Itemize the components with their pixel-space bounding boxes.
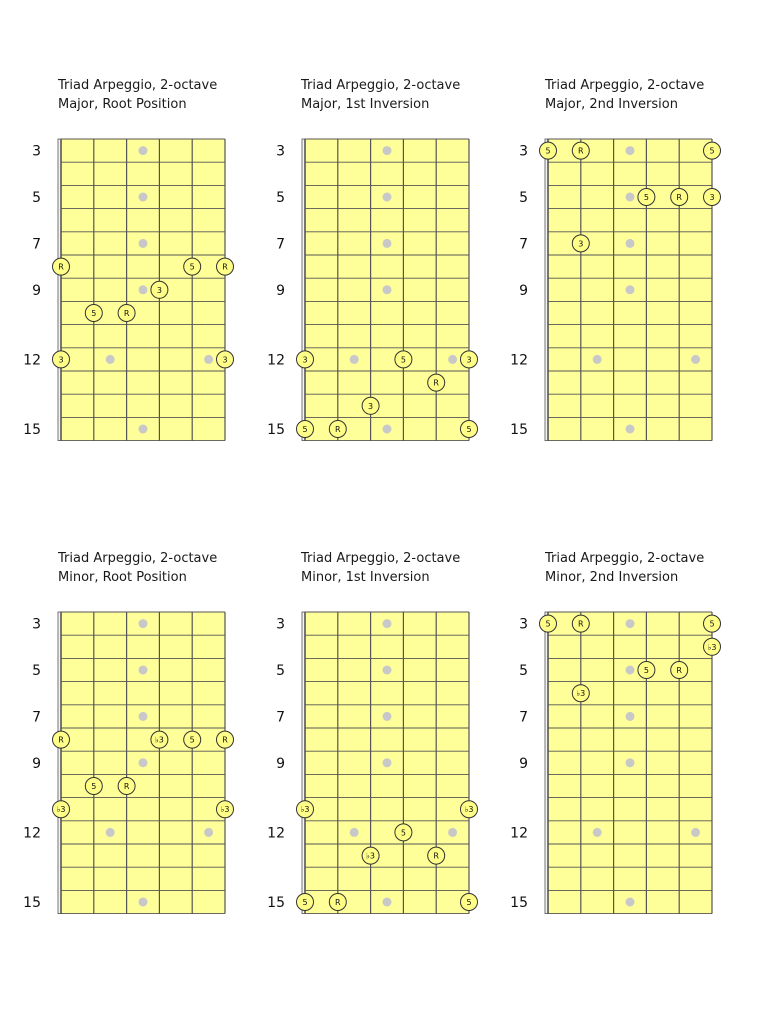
inlay-dot: [106, 828, 115, 837]
fret-number: 12: [23, 352, 41, 369]
note-dot: [297, 421, 314, 438]
inlay-dot: [626, 619, 635, 628]
inlay-dot: [626, 898, 635, 907]
inlay-dot: [383, 758, 392, 767]
inlay-dot: [383, 619, 392, 628]
note-label: 5: [709, 146, 715, 156]
note-dot: [638, 662, 655, 679]
fret-number: 9: [519, 282, 528, 299]
note-label: 5: [643, 193, 649, 202]
note-label: 5: [400, 828, 406, 838]
fret-number: 15: [23, 422, 41, 438]
note-label: 5: [643, 666, 649, 675]
note-dot: [572, 235, 589, 252]
fret-number: 7: [276, 709, 285, 726]
inlay-dot: [106, 355, 115, 364]
fret-number: 12: [23, 825, 41, 842]
note-dot: [151, 731, 168, 748]
note-label: 5: [545, 146, 551, 156]
inlay-dot: [448, 828, 457, 837]
fret-number: 9: [519, 755, 528, 772]
fret-number: 15: [23, 895, 41, 911]
note-label: R: [335, 898, 341, 907]
fret-number: 15: [267, 895, 285, 911]
inlay-dot: [626, 146, 635, 155]
note-label: R: [433, 378, 439, 388]
inlay-dot: [139, 425, 148, 434]
fret-number: 5: [32, 663, 41, 679]
note-label: 3: [578, 239, 584, 249]
note-label: 5: [545, 619, 551, 629]
note-dot: [53, 258, 70, 275]
inlay-dot: [139, 712, 148, 721]
fret-number: 5: [276, 190, 285, 206]
inlay-dot: [691, 355, 700, 364]
note-dot: [217, 351, 234, 368]
note-label: R: [222, 735, 228, 745]
title-line-1: Triad Arpeggio, 2-octave: [58, 551, 218, 566]
inlay-dot: [139, 619, 148, 628]
fretboard-1: [23, 139, 233, 441]
note-label: 3: [302, 355, 308, 365]
note-label: 5: [91, 782, 97, 791]
note-label: 3: [58, 355, 64, 365]
inlay-dot: [448, 355, 457, 364]
title-line-1: Triad Arpeggio, 2-octave: [58, 78, 218, 93]
note-dot: [704, 615, 721, 632]
note-dot: [461, 421, 478, 438]
note-label: R: [222, 262, 228, 272]
note-label: 3: [466, 355, 472, 365]
note-dot: [395, 824, 412, 841]
note-dot: [671, 189, 688, 206]
fret-number: 3: [32, 616, 41, 633]
note-dot: [704, 638, 721, 655]
title-line-1: Triad Arpeggio, 2-octave: [301, 78, 461, 93]
note-dot: [572, 615, 589, 632]
inlay-dot: [383, 146, 392, 155]
inlay-dot: [383, 285, 392, 294]
note-label: 5: [466, 898, 472, 907]
inlay-dot: [691, 828, 700, 837]
note-dot: [329, 894, 346, 911]
title-line-2: Minor, 1st Inversion: [301, 570, 430, 585]
title-line-2: Major, Root Position: [58, 97, 187, 112]
fretboard-4: [23, 612, 233, 914]
inlay-dot: [626, 425, 635, 434]
inlay-dot: [139, 666, 148, 675]
note-dot: [297, 801, 314, 818]
note-dot: [151, 281, 168, 298]
note-label: R: [676, 193, 682, 202]
inlay-dot: [139, 239, 148, 248]
fret-number: 12: [510, 825, 528, 842]
inlay-dot: [383, 425, 392, 434]
note-dot: [184, 731, 201, 748]
note-dot: [329, 421, 346, 438]
note-label: R: [335, 425, 341, 434]
note-dot: [297, 894, 314, 911]
fretboard-6: [510, 612, 720, 914]
fret-number: 15: [510, 422, 528, 438]
note-dot: [217, 801, 234, 818]
note-label: ♭3: [366, 851, 376, 861]
note-dot: [85, 305, 102, 322]
note-dot: [297, 351, 314, 368]
note-label: 5: [91, 309, 97, 318]
note-dot: [184, 258, 201, 275]
fret-number: 9: [32, 755, 41, 772]
fret-number: 7: [32, 236, 41, 253]
fret-number: 7: [276, 236, 285, 253]
note-dot: [362, 397, 379, 414]
note-label: ♭3: [464, 805, 474, 815]
inlay-dot: [383, 193, 392, 202]
inlay-dot: [626, 193, 635, 202]
note-label: 3: [709, 193, 715, 202]
note-label: ♭3: [56, 805, 66, 815]
inlay-dot: [626, 758, 635, 767]
title-line-1: Triad Arpeggio, 2-octave: [301, 551, 461, 566]
fret-number: 3: [276, 616, 285, 633]
note-label: 5: [302, 898, 308, 907]
title-line-2: Major, 2nd Inversion: [545, 97, 678, 112]
note-label: R: [123, 782, 130, 791]
inlay-dot: [204, 355, 213, 364]
note-label: ♭3: [220, 805, 230, 815]
note-dot: [461, 894, 478, 911]
note-label: 3: [156, 285, 162, 295]
note-dot: [53, 731, 70, 748]
inlay-dot: [204, 828, 213, 837]
inlay-dot: [139, 758, 148, 767]
fret-number: 7: [32, 709, 41, 726]
note-label: 5: [302, 425, 308, 434]
fret-number: 5: [519, 190, 528, 206]
fret-number: 15: [267, 422, 285, 438]
fretboard-3: [510, 139, 720, 441]
inlay-dot: [139, 146, 148, 155]
note-dot: [540, 615, 557, 632]
note-label: R: [578, 619, 584, 629]
note-label: R: [433, 851, 439, 861]
note-dot: [395, 351, 412, 368]
note-dot: [704, 142, 721, 159]
fretboard-5: [267, 612, 477, 914]
fret-number: 12: [267, 352, 285, 369]
fret-number: 3: [276, 143, 285, 160]
note-label: 5: [466, 425, 472, 434]
fret-number: 5: [519, 663, 528, 679]
note-dot: [704, 189, 721, 206]
note-label: R: [58, 735, 64, 745]
inlay-dot: [139, 193, 148, 202]
note-dot: [638, 189, 655, 206]
inlay-dot: [383, 239, 392, 248]
fret-number: 9: [276, 755, 285, 772]
fret-number: 3: [32, 143, 41, 160]
note-label: 5: [189, 735, 195, 745]
note-label: 5: [400, 355, 406, 365]
fret-number: 9: [32, 282, 41, 299]
fret-number: 5: [276, 663, 285, 679]
note-dot: [671, 662, 688, 679]
inlay-dot: [139, 285, 148, 294]
inlay-dot: [593, 828, 602, 837]
title-line-1: Triad Arpeggio, 2-octave: [545, 551, 705, 566]
fret-number: 3: [519, 143, 528, 160]
note-dot: [53, 351, 70, 368]
note-label: R: [578, 146, 584, 156]
inlay-dot: [350, 355, 359, 364]
note-dot: [572, 685, 589, 702]
inlay-dot: [626, 285, 635, 294]
fret-number: 15: [510, 895, 528, 911]
inlay-dot: [593, 355, 602, 364]
note-label: ♭3: [576, 689, 586, 699]
title-line-2: Major, 1st Inversion: [301, 97, 430, 112]
title-line-1: Triad Arpeggio, 2-octave: [545, 78, 705, 93]
inlay-dot: [139, 898, 148, 907]
note-dot: [572, 142, 589, 159]
fret-number: 7: [519, 709, 528, 726]
note-dot: [428, 847, 445, 864]
inlay-dot: [350, 828, 359, 837]
fret-number: 5: [32, 190, 41, 206]
note-dot: [540, 142, 557, 159]
inlay-dot: [383, 712, 392, 721]
inlay-dot: [626, 239, 635, 248]
note-label: 3: [368, 401, 374, 411]
note-dot: [461, 351, 478, 368]
note-label: R: [676, 666, 682, 675]
fret-number: 12: [510, 352, 528, 369]
note-label: ♭3: [154, 735, 164, 745]
fret-number: 3: [519, 616, 528, 633]
note-dot: [461, 801, 478, 818]
note-label: ♭3: [300, 805, 310, 815]
note-dot: [53, 801, 70, 818]
inlay-dot: [383, 666, 392, 675]
note-dot: [118, 305, 135, 322]
inlay-dot: [626, 666, 635, 675]
inlay-dot: [626, 712, 635, 721]
title-line-2: Minor, 2nd Inversion: [545, 570, 679, 585]
note-label: 5: [189, 262, 195, 272]
note-label: 5: [709, 619, 715, 629]
fret-number: 9: [276, 282, 285, 299]
note-label: ♭3: [707, 642, 717, 652]
fretboard-2: [267, 139, 477, 441]
note-dot: [428, 374, 445, 391]
note-dot: [85, 778, 102, 795]
note-label: R: [58, 262, 64, 272]
note-label: R: [123, 309, 130, 318]
fret-number: 12: [267, 825, 285, 842]
title-line-2: Minor, Root Position: [58, 570, 187, 585]
fret-number: 7: [519, 236, 528, 253]
note-dot: [362, 847, 379, 864]
note-dot: [118, 778, 135, 795]
note-label: 3: [222, 355, 228, 365]
note-dot: [217, 731, 234, 748]
inlay-dot: [383, 898, 392, 907]
note-dot: [217, 258, 234, 275]
